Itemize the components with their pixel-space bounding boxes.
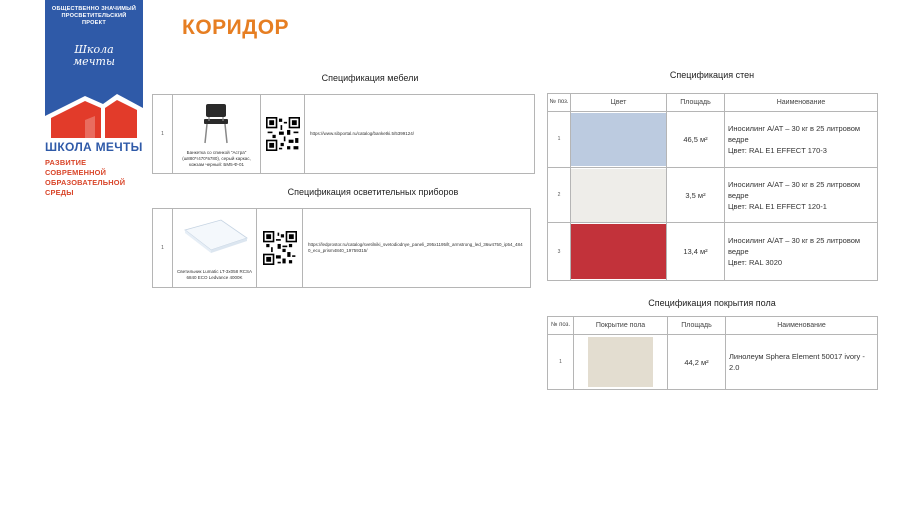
table-row xyxy=(153,209,531,288)
qr-cell xyxy=(261,95,305,174)
logo-top-text xyxy=(49,6,139,27)
table-header-row xyxy=(548,317,878,335)
furniture-description: Банкетка со спинкой "Астра" (ш880*г470*в780), серый каркас, кожзам черный: БМ5-Ф-01 xyxy=(182,149,251,167)
lighting-item-cell xyxy=(173,209,257,288)
color-swatch xyxy=(571,224,666,279)
bench-icon xyxy=(197,101,237,145)
lighting-title: Спецификация осветительных приборов xyxy=(287,187,459,197)
material-name-line-1: Иносилинг A/AT – 30 кг в 25 литровом ведре xyxy=(728,179,861,200)
material-name: Линолеум Sphera Element 50017 ivory - 2.0 xyxy=(726,335,878,390)
material-name-line-2: Цвет: RAL E1 EFFECT 120-1 xyxy=(728,201,827,211)
color-swatch-cell xyxy=(571,223,667,281)
walls-title: Спецификация стен xyxy=(669,70,755,80)
logo-banner xyxy=(45,0,143,138)
logo-top-line-2: ПРОСВЕТИТЕЛЬСКИЙ ПРОЕКТ xyxy=(61,13,127,26)
row-number: 1 xyxy=(153,209,173,288)
furniture-item-cell xyxy=(173,95,261,174)
header-color: Цвет xyxy=(571,94,667,112)
walls-table xyxy=(547,93,878,281)
row-number: 2 xyxy=(548,167,571,223)
logo-script-line-1: Школа xyxy=(74,43,114,56)
row-number: 1 xyxy=(548,112,571,168)
logo xyxy=(45,0,145,197)
area-value: 46,5 м² xyxy=(667,112,725,168)
row-number: 1 xyxy=(153,95,173,174)
header-num: № поз. xyxy=(548,317,574,335)
table-row xyxy=(153,95,535,174)
lighting-description: Светильник Lumatic LT-3x058 RCSA 6840 ECO Ledvance 4000K xyxy=(177,268,252,280)
color-swatch-cell xyxy=(571,112,667,168)
table-row xyxy=(548,335,878,390)
floor-table xyxy=(547,316,878,390)
furniture-title: Спецификация мебели xyxy=(321,73,419,83)
material-name-line-2: Цвет: RAL 3020 xyxy=(728,258,783,268)
product-link[interactable]: https://www.sibportal.ru/catalog/banketki.5/5399124/ xyxy=(305,95,535,174)
header-name: Наименование xyxy=(726,317,878,335)
header-floor: Покрытие пола xyxy=(574,317,668,335)
material-name-line-2: Цвет: RAL E1 EFFECT 170-3 xyxy=(728,145,827,155)
material-name xyxy=(725,167,878,223)
qr-code-icon xyxy=(266,117,300,151)
row-number: 1 xyxy=(548,335,574,390)
logo-subtitle-line-2: ОБРАЗОВАТЕЛЬНОЙ СРЕДЫ xyxy=(45,178,126,197)
header-area: Площадь xyxy=(667,94,725,112)
logo-top-line-1: ОБЩЕСТВЕННО ЗНАЧИМЫЙ xyxy=(51,6,137,12)
header-area: Площадь xyxy=(668,317,726,335)
color-swatch xyxy=(571,113,666,166)
house-icon xyxy=(45,86,143,138)
color-swatch xyxy=(571,169,666,222)
header-name: Наименование xyxy=(725,94,878,112)
qr-cell xyxy=(257,209,303,288)
header-num: № поз. xyxy=(548,94,571,112)
color-swatch-cell xyxy=(571,167,667,223)
logo-subtitle xyxy=(45,158,145,198)
lighting-table xyxy=(152,208,531,288)
ceiling-panel-icon xyxy=(177,216,253,264)
area-value: 3,5 м² xyxy=(667,167,725,223)
floor-title: Спецификация покрытия пола xyxy=(648,298,776,308)
table-row xyxy=(548,112,878,168)
product-link[interactable]: https://ledprostor.ru/catalog/svetilniki_svetodiodnye_paneli_295x1195/lt_armstrong_led_36w4750_ip54_4840_eco_prism4840_19759315/ xyxy=(303,209,531,288)
material-name-line-1: Иносилинг A/AT – 30 кг в 25 литровом ведре xyxy=(728,236,861,257)
area-value: 44,2 м² xyxy=(668,335,726,390)
floor-swatch-cell xyxy=(574,335,668,390)
material-name-line-1: Иносилинг A/AT – 30 кг в 25 литровом ведре xyxy=(728,123,861,144)
logo-name: ШКОЛА МЕЧТЫ xyxy=(45,140,143,154)
table-header-row xyxy=(548,94,878,112)
logo-script xyxy=(45,44,143,68)
floor-sample xyxy=(588,337,653,387)
row-number: 3 xyxy=(548,223,571,281)
furniture-table xyxy=(152,94,535,174)
page-title: КОРИДОР xyxy=(182,16,290,39)
material-name xyxy=(725,223,878,281)
table-row xyxy=(548,167,878,223)
logo-script-line-2: мечты xyxy=(73,55,115,68)
area-value: 13,4 м² xyxy=(667,223,725,281)
qr-code-icon xyxy=(263,231,297,265)
material-name xyxy=(725,112,878,168)
table-row xyxy=(548,223,878,281)
logo-subtitle-line-1: РАЗВИТИЕ СОВРЕМЕННОЙ xyxy=(45,158,107,177)
